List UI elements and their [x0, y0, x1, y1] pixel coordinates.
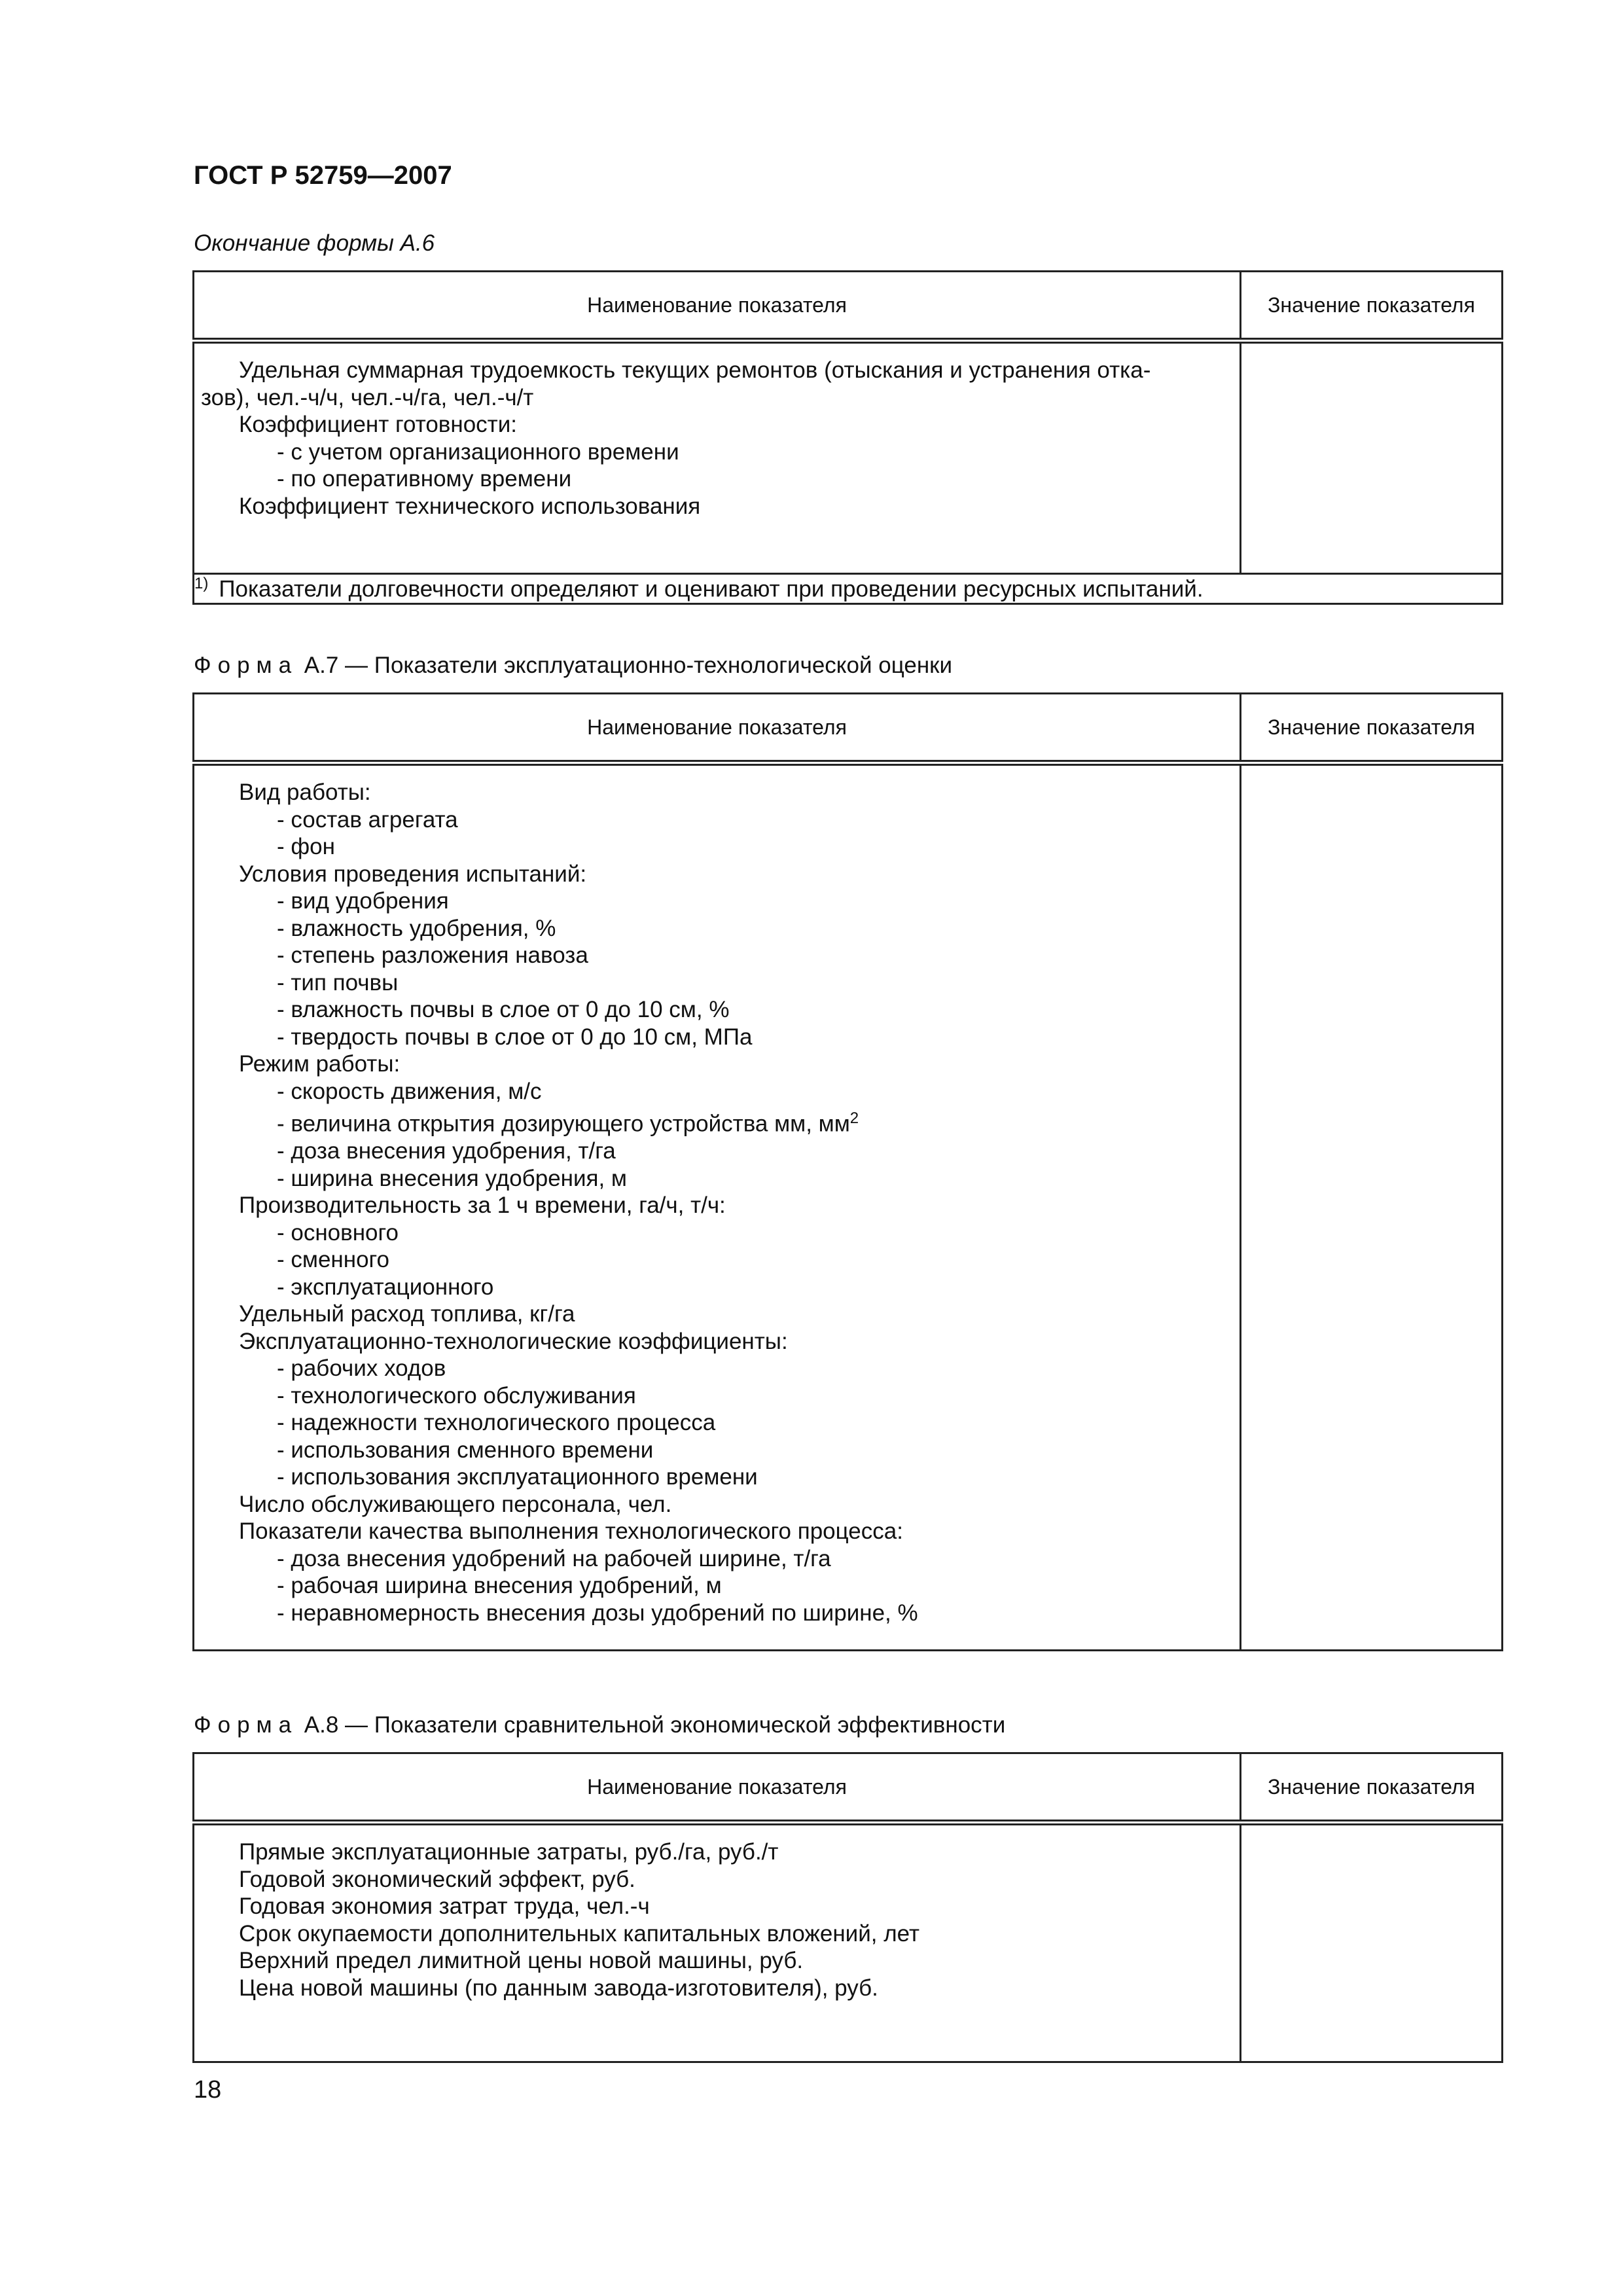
- form-a8-table: [192, 1752, 1503, 2063]
- indicator-line: - по оперативному времени: [277, 466, 572, 492]
- footnote-text: Показатели долговечности определяют и оценивают при проведении ресурсных испытаний.: [219, 576, 1204, 602]
- indicator-line: - влажность удобрения, %: [277, 915, 556, 941]
- form-a8-caption-word: Форма: [194, 1712, 298, 1738]
- column-header-value: Значение показателя: [1241, 272, 1503, 341]
- indicator-line: - рабочая ширина внесения удобрений, м: [277, 1573, 722, 1599]
- form-a6-values: [1241, 341, 1503, 574]
- indicator-line: зов), чел.-ч/ч, чел.-ч/га, чел.-ч/т: [201, 384, 534, 410]
- form-a6-indicators: [194, 341, 1241, 574]
- superscript: 2: [849, 1109, 859, 1127]
- indicator-line: Коэффициент технического использования: [239, 493, 701, 519]
- indicator-line: Годовой экономический эффект, руб.: [239, 1866, 635, 1892]
- indicator-line: Срок окупаемости дополнительных капитальных вложений, лет: [239, 1920, 919, 1946]
- indicator-line: - надежности технологического процесса: [277, 1410, 716, 1436]
- form-a7-indicators: [194, 763, 1241, 1651]
- column-header-value: Значение показателя: [1241, 1753, 1503, 1823]
- indicator-line: - ширина внесения удобрения, м: [277, 1165, 627, 1191]
- indicator-line: - технологического обслуживания: [277, 1382, 636, 1408]
- indicator-line: Производительность за 1 ч времени, га/ч, т/ч:: [239, 1193, 726, 1219]
- indicator-line: Условия проведения испытаний:: [239, 861, 587, 887]
- continuation-caption: Окончание формы А.6: [194, 230, 435, 256]
- document-header: ГОСТ Р 52759—2007: [194, 161, 452, 190]
- form-a7-table: [192, 692, 1503, 1651]
- form-a7-caption: [194, 653, 952, 679]
- indicator-line: Показатели качества выполнения технологического процесса:: [239, 1518, 903, 1545]
- indicator-line: - доза внесения удобрений на рабочей ширине, т/га: [277, 1545, 831, 1571]
- indicator-line: - твердость почвы в слое от 0 до 10 см, МПа: [277, 1024, 753, 1050]
- column-header-value: Значение показателя: [1241, 694, 1503, 763]
- page-number: 18: [194, 2076, 222, 2104]
- indicator-line: - эксплуатационного: [277, 1274, 494, 1300]
- indicator-line: Годовая экономия затрат труда, чел.-ч: [239, 1893, 650, 1919]
- indicator-line: - использования сменного времени: [277, 1437, 654, 1463]
- indicator-line: - скорость движения, м/с: [277, 1078, 542, 1104]
- indicator-line: - состав агрегата: [277, 806, 458, 833]
- indicator-line: Режим работы:: [239, 1051, 401, 1077]
- indicator-line: - доза внесения удобрения, т/га: [277, 1138, 616, 1164]
- indicator-line: Прямые эксплуатационные затраты, руб./га, руб./т: [239, 1839, 779, 1865]
- indicator-line: Число обслуживающего персонала, чел.: [239, 1491, 672, 1517]
- indicator-line: - сменного: [277, 1247, 389, 1273]
- form-a6-table: [192, 270, 1503, 605]
- indicator-line: - степень разложения навоза: [277, 942, 588, 968]
- indicator-line: Коэффициент готовности:: [239, 412, 517, 437]
- column-header-name: Наименование показателя: [194, 272, 1241, 341]
- indicator-line: Удельный расход топлива, кг/га: [239, 1301, 575, 1327]
- column-header-name: Наименование показателя: [194, 1753, 1241, 1823]
- form-a7-caption-word: Форма: [194, 653, 298, 678]
- form-a8-values: [1241, 1823, 1503, 2062]
- indicator-line: - влажность почвы в слое от 0 до 10 см, %: [277, 997, 730, 1022]
- indicator-line: - тип почвы: [277, 969, 399, 996]
- indicator-line: - величина открытия дозирующего устройства мм, $мм^2$: [277, 1109, 859, 1137]
- form-a8-caption: [194, 1712, 1005, 1738]
- form-a8-caption-title: А.8 — Показатели сравнительной экономической эффективности: [298, 1712, 1006, 1738]
- indicator-line: - неравномерность внесения дозы удобрений по ширине, %: [277, 1600, 918, 1626]
- indicator-line: Верхний предел лимитной цены новой машины, руб.: [239, 1948, 804, 1973]
- indicator-line: - использования эксплуатационного времени: [277, 1464, 758, 1490]
- indicator-line: - рабочих ходов: [277, 1355, 446, 1382]
- indicator-line: - с учетом организационного времени: [277, 439, 679, 465]
- indicator-line: Эксплуатационно-технологические коэффициенты:: [239, 1328, 788, 1354]
- column-header-name: Наименование показателя: [194, 694, 1241, 763]
- indicator-line: Вид работы:: [239, 780, 371, 805]
- footnote-mark: 1): [194, 575, 209, 592]
- indicator-line: - вид удобрения: [277, 888, 449, 914]
- indicator-line: - фон: [277, 834, 335, 859]
- form-a7-caption-title: А.7 — Показатели эксплуатационно-технологической оценки: [298, 653, 953, 678]
- form-a7-values: [1241, 763, 1503, 1651]
- indicator-line: - основного: [277, 1219, 399, 1246]
- indicator-line: Удельная суммарная трудоемкость текущих ремонтов (отыскания и устранения отка-: [239, 357, 1151, 383]
- footnote: [194, 574, 1503, 604]
- form-a8-indicators: [194, 1823, 1241, 2062]
- indicator-line: Цена новой машины (по данным завода-изготовителя), руб.: [239, 1975, 878, 2001]
